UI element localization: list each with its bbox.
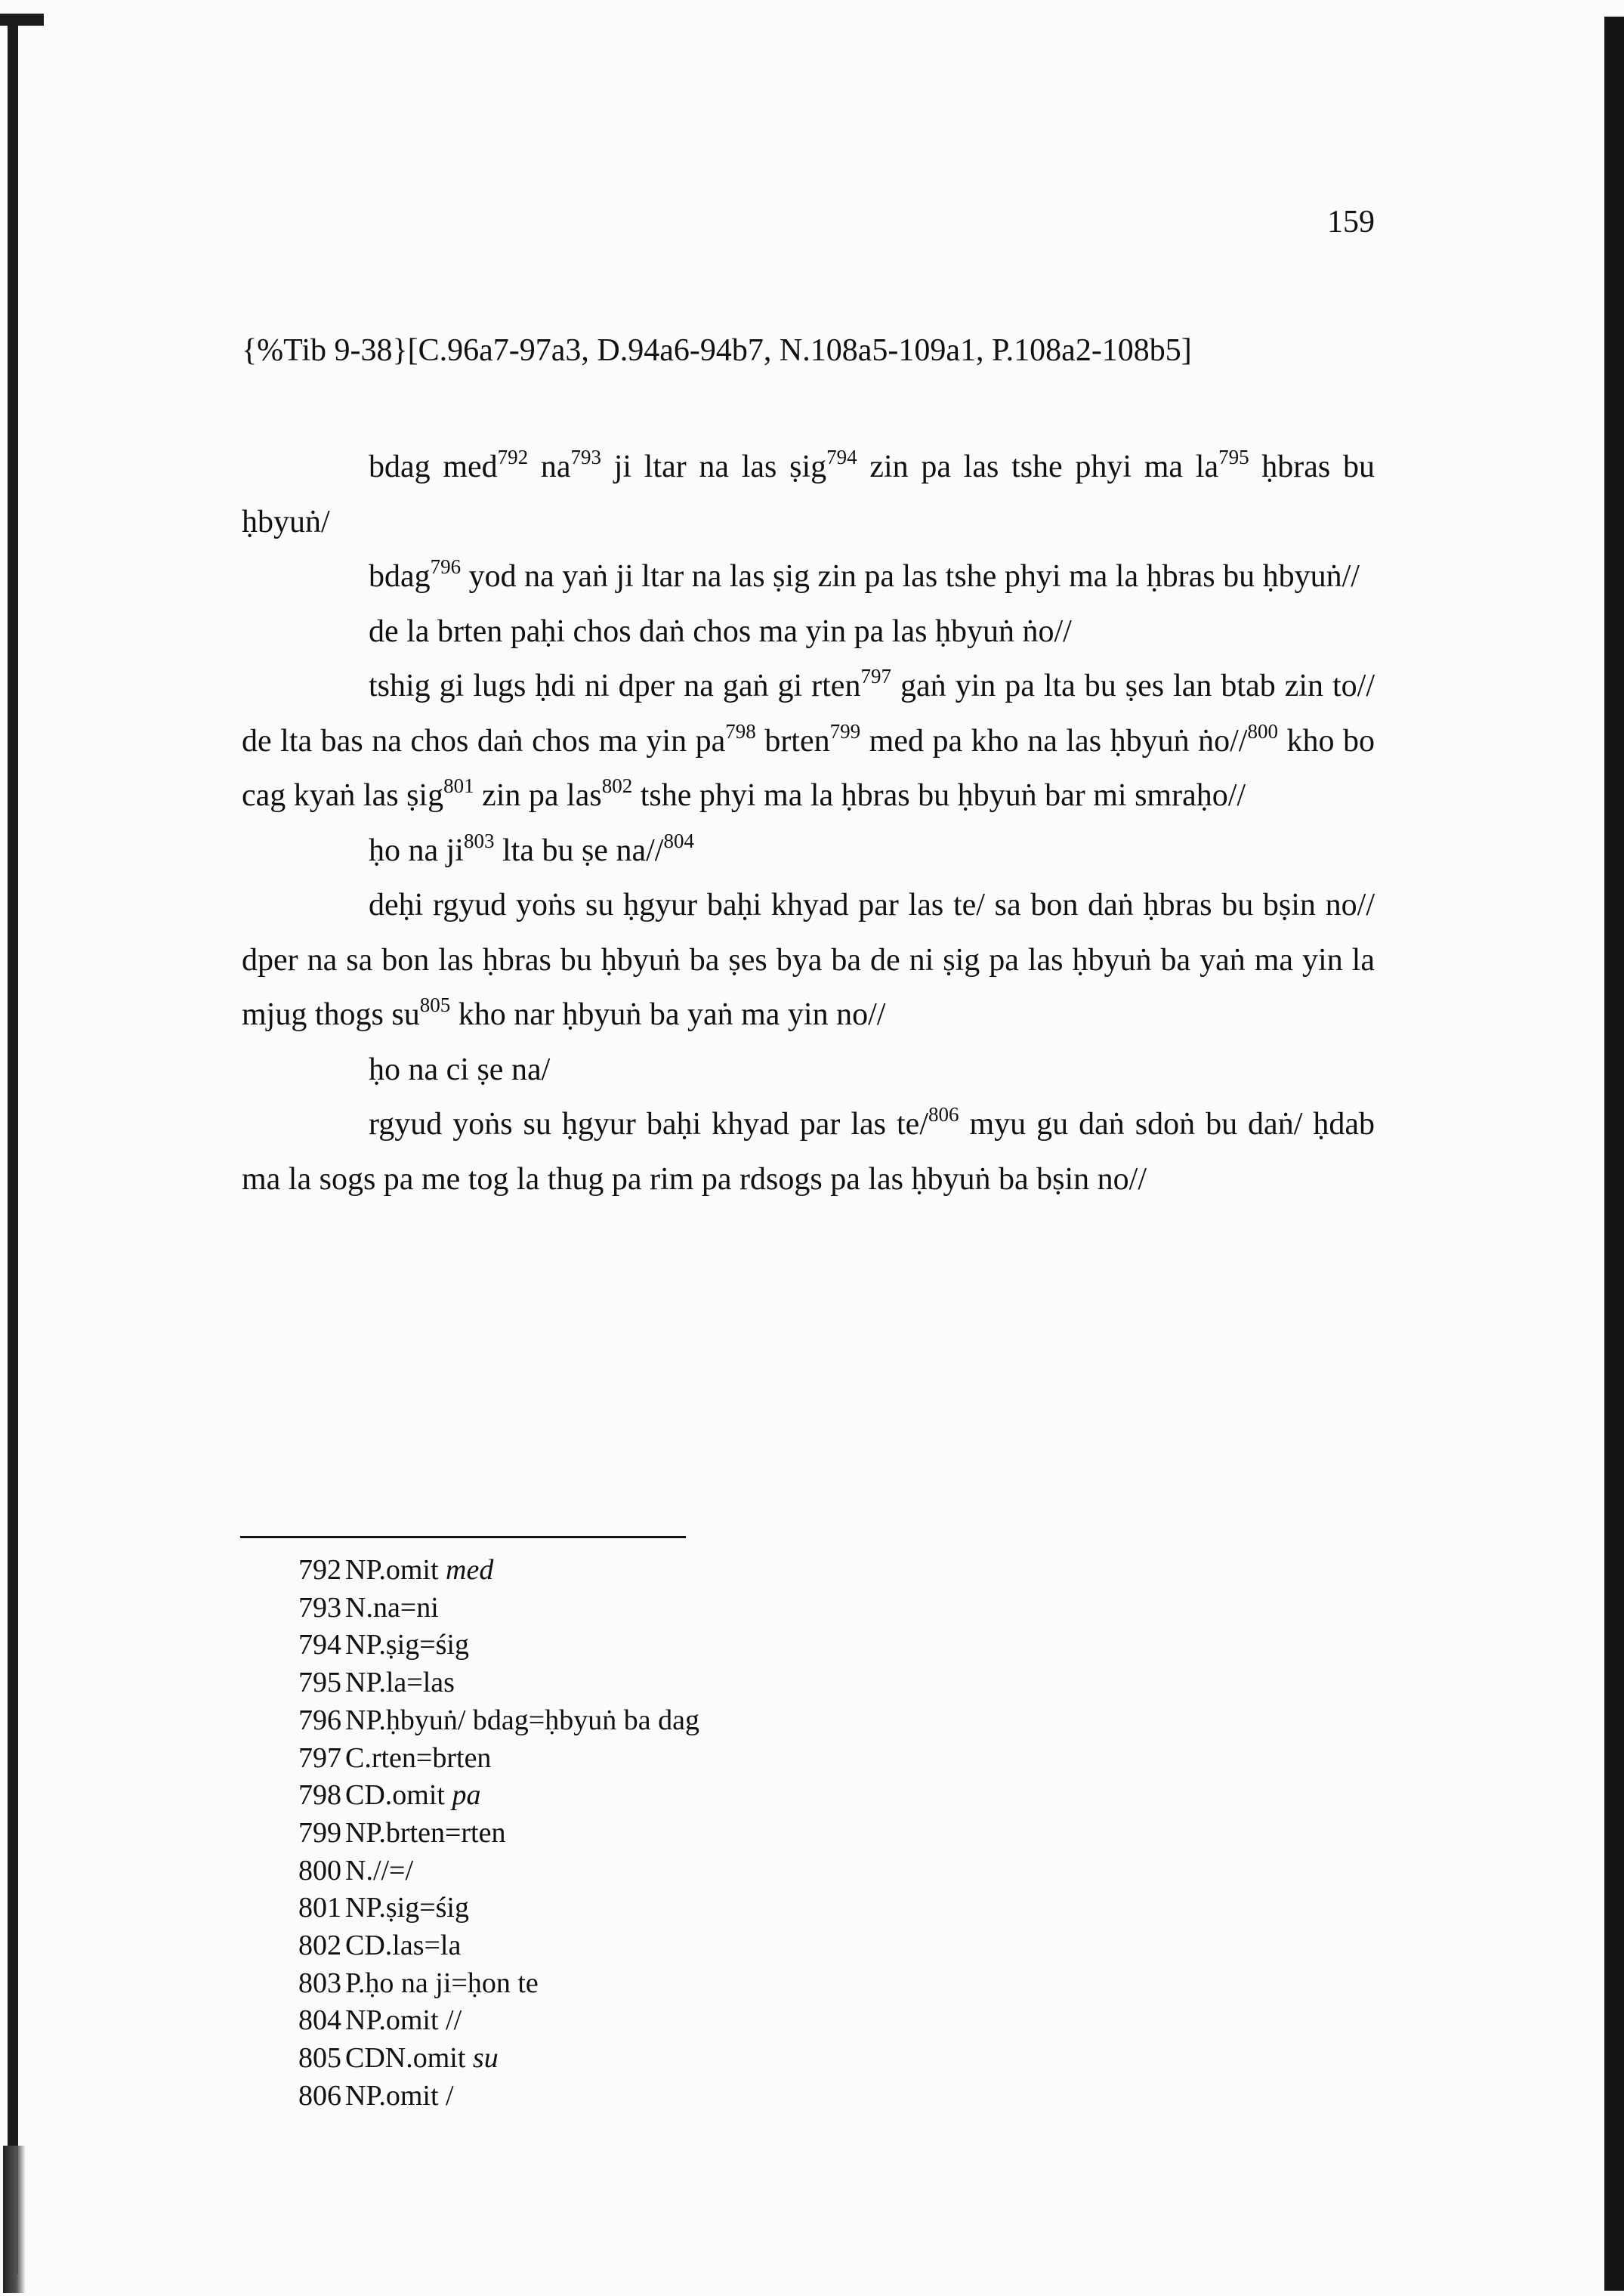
footnote-item (298, 1702, 1205, 1740)
text-run: ji ltar na las ṣig (601, 450, 827, 484)
text-run: kho nar ḥbyuṅ ba yaṅ ma yin no// (450, 997, 886, 1032)
text-run: rgyud yoṅs su ḥgyur baḥi khyad par las te/ (369, 1107, 928, 1142)
footnote-text: C.rten=brten (345, 1741, 492, 1774)
text-run: tshe phyi ma la ḥbras bu ḥbyuṅ bar mi smraḥo// (632, 778, 1246, 813)
text-run: yod na yaṅ ji ltar na las ṣig zin pa las tshe phyi ma la ḥbras bu ḥbyuṅ// (461, 559, 1360, 594)
text-run: ḥbras bu ḥbyuṅ/ (242, 450, 1375, 539)
source-references: {%Tib 9-38}[C.96a7-97a3, D.94a6-94b7, N.108a5-109a1, P.108a2-108b5] (242, 333, 1192, 368)
footnote-number: 804 (298, 2004, 341, 2037)
footnote-item (298, 1552, 1205, 1590)
footnote-marker: 800 (1247, 719, 1278, 743)
footnote-number: 792 (298, 1554, 341, 1586)
footnote-marker: 796 (430, 555, 462, 578)
footnote-number: 803 (298, 1967, 341, 1999)
footnote-item (298, 1777, 1205, 1815)
text-run: gaṅ yin pa lta bu ṣes lan btab zin to// de lta bas na chos daṅ chos ma yin pa (242, 669, 1375, 759)
footnote-marker: 792 (497, 446, 529, 468)
text-run: kho bo cag kyaṅ las ṣig (242, 723, 1375, 813)
footnote-item (298, 1664, 1205, 1702)
text-run: deḥi rgyud yoṅs su ḥgyur baḥi khyad par las te/ sa bon daṅ ḥbras bu bṣin no// dper na sa bon las ḥbras bu ḥbyuṅ ba ṣes bya ba de ni ṣig pa las ḥbyuṅ ba yaṅ ma yin la mjug thogs su (242, 888, 1375, 1032)
footnote-item (298, 1927, 1205, 1965)
footnote-text: NP.omit (345, 1554, 446, 1586)
footnote-text: CD.las=la (345, 1930, 462, 1962)
footnote-text: CDN.omit (345, 2042, 473, 2075)
footnote-marker: 798 (725, 719, 756, 743)
footnote-text: N.na=ni (345, 1591, 439, 1624)
footnote-item (298, 1890, 1205, 1927)
footnote-number: 805 (298, 2042, 341, 2075)
text-run: tshig gi lugs ḥdi ni dper na gaṅ gi rten (369, 669, 861, 703)
footnote-number: 796 (298, 1704, 341, 1736)
footnote-marker: 799 (829, 719, 861, 743)
text-run: lta bu ṣe na// (494, 833, 664, 868)
footnote-marker: 794 (826, 446, 857, 468)
text-run: brten (755, 723, 830, 759)
footnote-number: 794 (298, 1629, 341, 1661)
footnote-item (298, 1853, 1205, 1890)
footnote-number: 806 (298, 2079, 341, 2112)
paragraph (242, 604, 1375, 660)
footnote-number: 800 (298, 1854, 341, 1887)
footnote-marker: 804 (663, 829, 694, 852)
footnote-text: NP.la=las (345, 1667, 455, 1699)
footnote-text: N.//=/ (345, 1854, 414, 1887)
footnote-marker: 793 (570, 446, 601, 468)
footnote-item (298, 1815, 1205, 1853)
footnote-number: 793 (298, 1591, 341, 1624)
paragraph (242, 549, 1375, 604)
footnote-item (298, 1627, 1205, 1664)
paragraph (242, 878, 1375, 1043)
text-run: med pa kho na las ḥbyuṅ ṅo// (860, 723, 1248, 759)
footnote-text: NP.ṣig=śig (345, 1892, 469, 1924)
footnote-item (298, 2002, 1205, 2040)
paragraph (242, 440, 1375, 549)
scan-edge-left (8, 15, 18, 2274)
footnote-marker: 801 (443, 774, 474, 797)
footnote-italic-term: med (446, 1554, 494, 1586)
footnote-number: 797 (298, 1741, 341, 1774)
paragraph (242, 1097, 1375, 1207)
footnote-number: 802 (298, 1930, 341, 1962)
footnote-italic-term: pa (452, 1779, 481, 1812)
footnote-text: P.ḥo na ji=ḥon te (345, 1967, 539, 1999)
footnote-marker: 805 (419, 993, 451, 1016)
footnote-item (298, 1740, 1205, 1778)
footnote-item (298, 2040, 1205, 2078)
text-run: zin pa las (474, 778, 602, 813)
text-run: ḥo na ji (369, 833, 464, 868)
footnote-text: NP.ṣig=śig (345, 1629, 469, 1661)
paragraph (242, 659, 1375, 824)
text-run: na (528, 450, 571, 484)
footnote-text: NP.omit // (345, 2004, 462, 2037)
footnote-marker: 795 (1218, 446, 1249, 468)
footnote-text: CD.omit (345, 1779, 452, 1812)
footnote-marker: 802 (601, 774, 633, 797)
footnote-marker: 806 (928, 1103, 959, 1126)
main-text (242, 440, 1375, 1207)
footnote-number: 801 (298, 1892, 341, 1924)
footnote-number: 795 (298, 1667, 341, 1699)
text-run: bdag med (369, 450, 498, 484)
text-run: bdag (369, 559, 431, 594)
text-run: zin pa las tshe phyi ma la (857, 450, 1219, 484)
page-number: 159 (1327, 205, 1375, 239)
text-run: de la brten paḥi chos daṅ chos ma yin pa las ḥbyuṅ ṅo// (369, 613, 1072, 649)
footnote-marker: 803 (463, 829, 495, 852)
scan-edge-right (1604, 17, 1624, 2291)
footnote-item (298, 1965, 1205, 2003)
footnote-item (298, 1590, 1205, 1627)
footnote-number: 798 (298, 1779, 341, 1812)
footnote-divider (240, 1536, 686, 1538)
footnotes (298, 1552, 1205, 2115)
text-run: myu gu daṅ sdoṅ bu daṅ/ ḥdab ma la sogs pa me tog la thug pa rim pa rdsogs pa las ḥbyuṅ ba bṣin no// (242, 1107, 1375, 1197)
footnote-text: NP.ḥbyuṅ/ bdag=ḥbyuṅ ba dag (345, 1704, 699, 1736)
scan-edge-top-left (0, 14, 44, 26)
footnote-number: 799 (298, 1816, 341, 1849)
footnote-text: NP.brten=rten (345, 1816, 506, 1849)
footnote-item (298, 2078, 1205, 2115)
paragraph (242, 1043, 1375, 1098)
footnote-marker: 797 (860, 665, 891, 688)
text-run: ḥo na ci ṣe na/ (369, 1052, 551, 1087)
scan-edge-bottom-left (3, 2146, 26, 2293)
footnote-text: NP.omit / (345, 2079, 454, 2112)
footnote-italic-term: su (472, 2042, 499, 2075)
paragraph (242, 824, 1375, 879)
